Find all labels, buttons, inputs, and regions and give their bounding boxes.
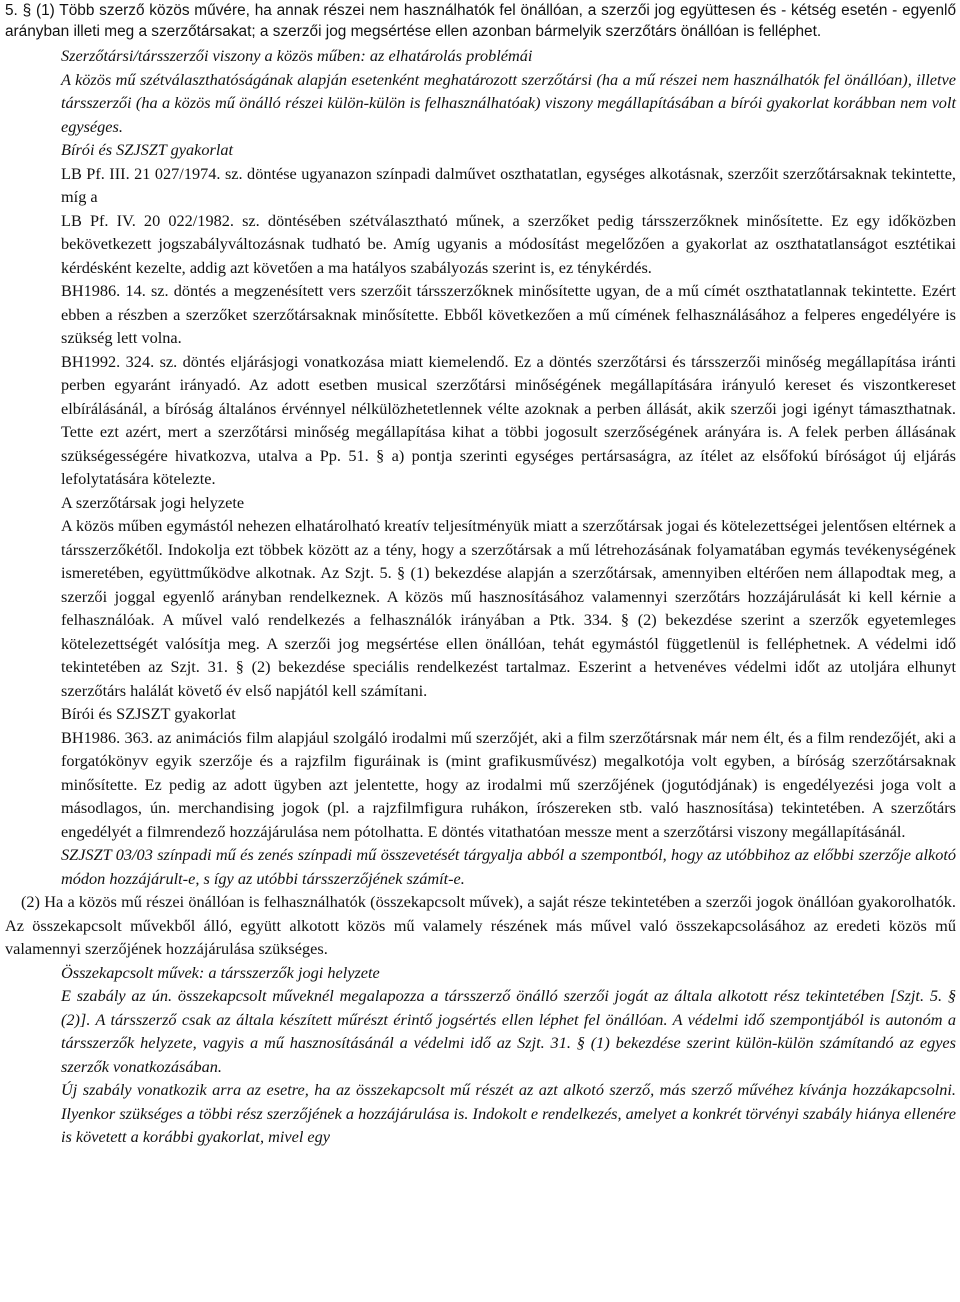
section-5-paragraph-2: (2) Ha a közös mű részei önállóan is felhasználhatók (összekapcsolt művek), a saját része tekintetében a szerzői jogok önállóan gyakorolhatók. Az összekapcsolt művekből álló, együtt alkotott közös mű valamely részének más művel való összekapcsolásához az eredeti közös mű valamennyi szerzőjének hozzájárulása szükséges.: [5, 892, 956, 958]
case-bh1986-14: BH1986. 14. sz. döntés a megzenésített vers szerzőit társszerzőknek minősítette ugyan, de a mű címét oszthatatlannak tekintette. Ezért ebben a részben a szerzőket szerzőtársaknak minősítette. Ebből következően a mű címének felhasználásához a felperes engedélyére is szükség lett volna.: [61, 281, 956, 347]
subheading-case-law-2: Bírói és SZJSZT gyakorlat: [61, 704, 236, 723]
commentary-paragraph: A közös mű szétválaszthatóságának alapján esetenként meghatározott szerzőtársi (ha a mű részei nem használhatók fel önállóan), illetve társszerzői (ha a közös mű önálló részei külön-külön is felhasználhatóak) viszony megállapításában a bírói gyakorlat korábban nem volt egységes.: [61, 69, 956, 136]
case-bh1992-324: BH1992. 324. sz. döntés eljárásjogi vonatkozása miatt kiemelendő. Ez a döntés szerzőtársi és társszerzői minőség megállapítása iránti perben egyaránt irányadó. Az adott esetben musical szerzőtársi minőségének megállapítására irányuló kereset és viszontkereset elbírálásánál, a bíróság általános érvénnyel nélkülözhetetlennek vélte azoknak a perben állását, akik szerzői jogi igényt támaszthatnak. Tette ezt azért, mert a szerzőtársi minőség megállapítása kihat a többi jogosult szerzőségének arányára is. A felek perben állásának szükségességére hivatkozva, utalva a Pp. 51. § a) pontja szerinti egységes pertársaságra, az ítélet az elsőfokú bíróságot új eljárás lefolytatására kötelezte.: [61, 351, 956, 488]
section-5-paragraph-1: 5. § (1) Több szerző közös művére, ha annak részei nem használhatók fel önállóan, a szerzői jog együttesen és - kétség esetén - egyenlő arányban illeti meg a szerzőtársakat; a szerzői jog megsértése ellen azonban bármelyik szerzőtárs önállóan is felléphet.: [5, 2, 956, 40]
case-szjszt-03-03: SZJSZT 03/03 színpadi mű és zenés színpadi mű összevetését tárgyalja abból a szempontból, hogy az utóbbihoz az előbbi szerzője alkotó módon hozzájárult-e, s így az utóbbi társszerzőjének számít-e.: [61, 845, 956, 888]
commentary-connected-works: E szabály az ún. összekapcsolt műveknél megalapozza a társszerző önálló szerzői jogát az általa alkotott rész tekintetében [Szjt. 5. § (2)]. A társszerző csak az általa készített műrészt érintő jogsértés ellen léphet fel önállóan. A védelmi idő szempontjából is autonóm a társszerzők helyzete, vagyis a mű hasznosításánál a védelmi idő az Szjt. 31. § (1) bekezdése szerint külön-külön számítandó az egyes szerzők vonatkozásában.: [61, 986, 956, 1076]
subheading-coauthor-relation: Szerzőtársi/társszerzői viszony a közös műben: az elhatárolás problémái: [61, 46, 533, 65]
subheading-coauthor-legal-status: A szerzőtársak jogi helyzete: [61, 492, 245, 512]
case-lb-1974: LB Pf. III. 21 027/1974. sz. döntése ugyanazon színpadi dalművet oszthatatlan, egységes alkotásnak, szerzőit szerzőtársaknak tekintette, míg a: [61, 163, 956, 206]
subheading-case-law: Bírói és SZJSZT gyakorlat: [61, 140, 234, 159]
case-bh1986-363: BH1986. 363. az animációs film alapjául szolgáló irodalmi mű szerzőjét, aki a film szerzőtársnak már nem élt, és a film rendezőjét, aki a forgatókönyv egyik szerzője és a rajzfilm figuráinak is (mint grafikusművész) megalkotója volt egyben, a bíróság szerzőtársaknak minősítette. Ez pedig az adott ügyben azt jelentette, hogy az irodalmi mű szerzőjének (jogutódjának) is engedélyezési joga volt a másodlagos, ún. merchandising jogok (pl. a rajzfilmfigura ruhákon, írószereken stb. való hasznosítása) tekintetében. A szerzőtárs engedélyét a filmrendező hozzájárulása nem pótolhatta. E döntés vitathatóan messze ment a szerzőtársi viszony megállapításánál.: [61, 727, 956, 841]
subheading-connected-works: Összekapcsolt művek: a társszerzők jogi helyzete: [61, 962, 380, 982]
commentary-legal-status: A közös műben egymástól nehezen elhatárolható kreatív teljesítményük miatt a szerzőtársak jogai és kötelezettségei jelentősen eltérnek a társszerzőkétől. Indokolja ezt többek között az a tény, hogy a szerzőtársak a mű létrehozásának folyamatában egymás tevékenységének ismeretében, együttműködve alkotnak. Az Szjt. 5. § (1) bekezdése alapján a szerzőtársak, amennyiben eltérően nem állapodtak meg, a szerzői joggal egyenlő arányban rendelkeznek. A közös mű hasznosításához valamennyi szerzőtárs hozzájárulását ki kell kérnie a felhasználóak. A művel való rendelkezés a felhasználók irányában a Ptk. 334. § (2) bekezdése szerint a szerzők egyetemleges kötelezettségét valósítja meg. A szerzői jog megsértése ellen önállóan, tehát egymástól függetlenül is felléphetnek. A védelmi idő tekintetében az Szjt. 31. § (2) bekezdése speciális rendelkezést tartalmaz. Eszerint a hetvenéves védelmi időt az utoljára elhunyt szerzőtárs halálát követő év első napjától kell számítani.: [61, 516, 956, 700]
commentary-new-rule: Új szabály vonatkozik arra az esetre, ha az összekapcsolt mű részét az azt alkotó szerző, más szerző művéhez kívánja hozzákapcsolni. Ilyenkor szükséges a többi rész szerzőjének a hozzájárulása is. Indokolt e rendelkezés, amelyet a konkrét törvényi szabály hiánya ellenére is követett a korábbi gyakorlat, mivel egy: [61, 1080, 956, 1146]
case-lb-1982: LB Pf. IV. 20 022/1982. sz. döntésében szétválasztható műnek, a szerzőket pedig társszerzőknek minősítette. Ez egy időközben bekövetkezett jogszabályváltozásnak tudható be. Amíg ugyanis a módosítást megelőzően a gyakorlat az oszthatatlanságot esztétikai kérdésként kezelte, addig azt követően a ma hatályos szabályozás szerint is, ez ténykérdés.: [61, 210, 956, 277]
